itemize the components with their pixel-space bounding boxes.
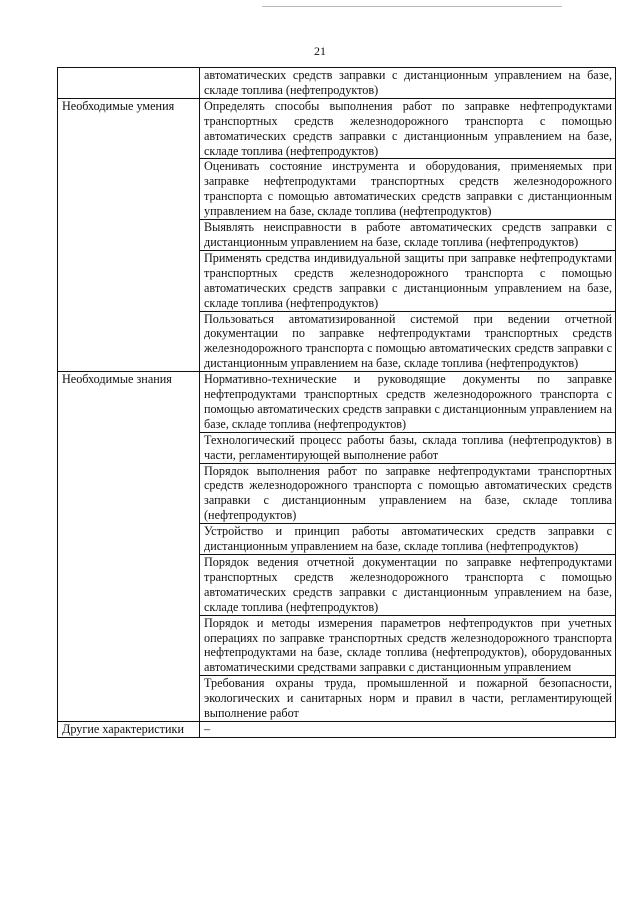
row-text: Устройство и принцип работы автоматических средств заправки с дистанционным управлением на базе, складе топлива (нефтепродуктов) bbox=[200, 524, 616, 555]
row-label-skills: Необходимые умения bbox=[58, 98, 200, 371]
table-row bbox=[58, 68, 616, 99]
row-text: Нормативно-технические и руководящие документы по заправке нефтепродуктами транспортных средств железнодорожного транспорта с помощью автоматических средств заправки с дистанционным управлением на базе, складе топлива (нефтепродуктов) bbox=[200, 372, 616, 433]
row-text: Определять способы выполнения работ по заправке нефтепродуктами транспортных средств железнодорожного транспорта с помощью автоматических средств заправки с дистанционным управлением на базе, складе топлива (нефтепродуктов) bbox=[200, 98, 616, 159]
scan-top-rule bbox=[262, 6, 562, 7]
requirements-table bbox=[57, 67, 616, 738]
row-label-knowledge: Необходимые знания bbox=[58, 372, 200, 722]
row-text: Порядок ведения отчетной документации по заправке нефтепродуктами транспортных средств железнодорожного транспорта с помощью автоматических средств заправки с дистанционным управлением на базе, складе топлива (нефтепродуктов) bbox=[200, 555, 616, 616]
page-number: 21 bbox=[314, 44, 326, 58]
row-label bbox=[58, 68, 200, 99]
row-text: Оценивать состояние инструмента и оборудования, применяемых при заправке нефтепродуктами транспортных средств железнодорожного транспорта с помощью автоматических средств заправки с дистанционным управлением на базе, складе топлива (нефтепродуктов) bbox=[200, 159, 616, 220]
row-text: Требования охраны труда, промышленной и пожарной безопасности, экологических и санитарных норм и правил в части, регламентирующей выполнение работ bbox=[200, 676, 616, 722]
table-row bbox=[58, 372, 616, 433]
row-text: – bbox=[200, 721, 616, 737]
row-text: Порядок выполнения работ по заправке нефтепродуктами транспортных средств железнодорожного транспорта с помощью автоматических средств заправки с дистанционным управлением на базе, складе топлива (нефтепродуктов) bbox=[200, 463, 616, 524]
table-row bbox=[58, 98, 616, 159]
row-text: Выявлять неисправности в работе автоматических средств заправки с дистанционным управлением на базе, складе топлива (нефтепродуктов) bbox=[200, 220, 616, 251]
row-text: Применять средства индивидуальной защиты при заправке нефтепродуктами транспортных средств железнодорожного транспорта с помощью автоматических средств заправки с дистанционным управлением на базе, складе топлива (нефтепродуктов) bbox=[200, 250, 616, 311]
row-text: Пользоваться автоматизированной системой при ведении отчетной документации по заправке нефтепродуктами транспортных средств железнодорожного транспорта с помощью автоматических средств заправки с дистанционным управлением на базе, складе топлива (нефтепродуктов) bbox=[200, 311, 616, 372]
table-row bbox=[58, 721, 616, 737]
row-text: Порядок и методы измерения параметров нефтепродуктов при учетных операциях по заправке транспортных средств железнодорожного транспорта нефтепродуктами на базе, складе топлива (нефтепродуктов), оборудованных автоматическими средствами заправки с дистанционным управлением bbox=[200, 615, 616, 676]
row-text: автоматических средств заправки с дистанционным управлением на базе, складе топлива (нефтепродуктов) bbox=[200, 68, 616, 99]
row-text: Технологический процесс работы базы, склада топлива (нефтепродуктов) в части, регламентирующей выполнение работ bbox=[200, 432, 616, 463]
row-label-other: Другие характеристики bbox=[58, 721, 200, 737]
